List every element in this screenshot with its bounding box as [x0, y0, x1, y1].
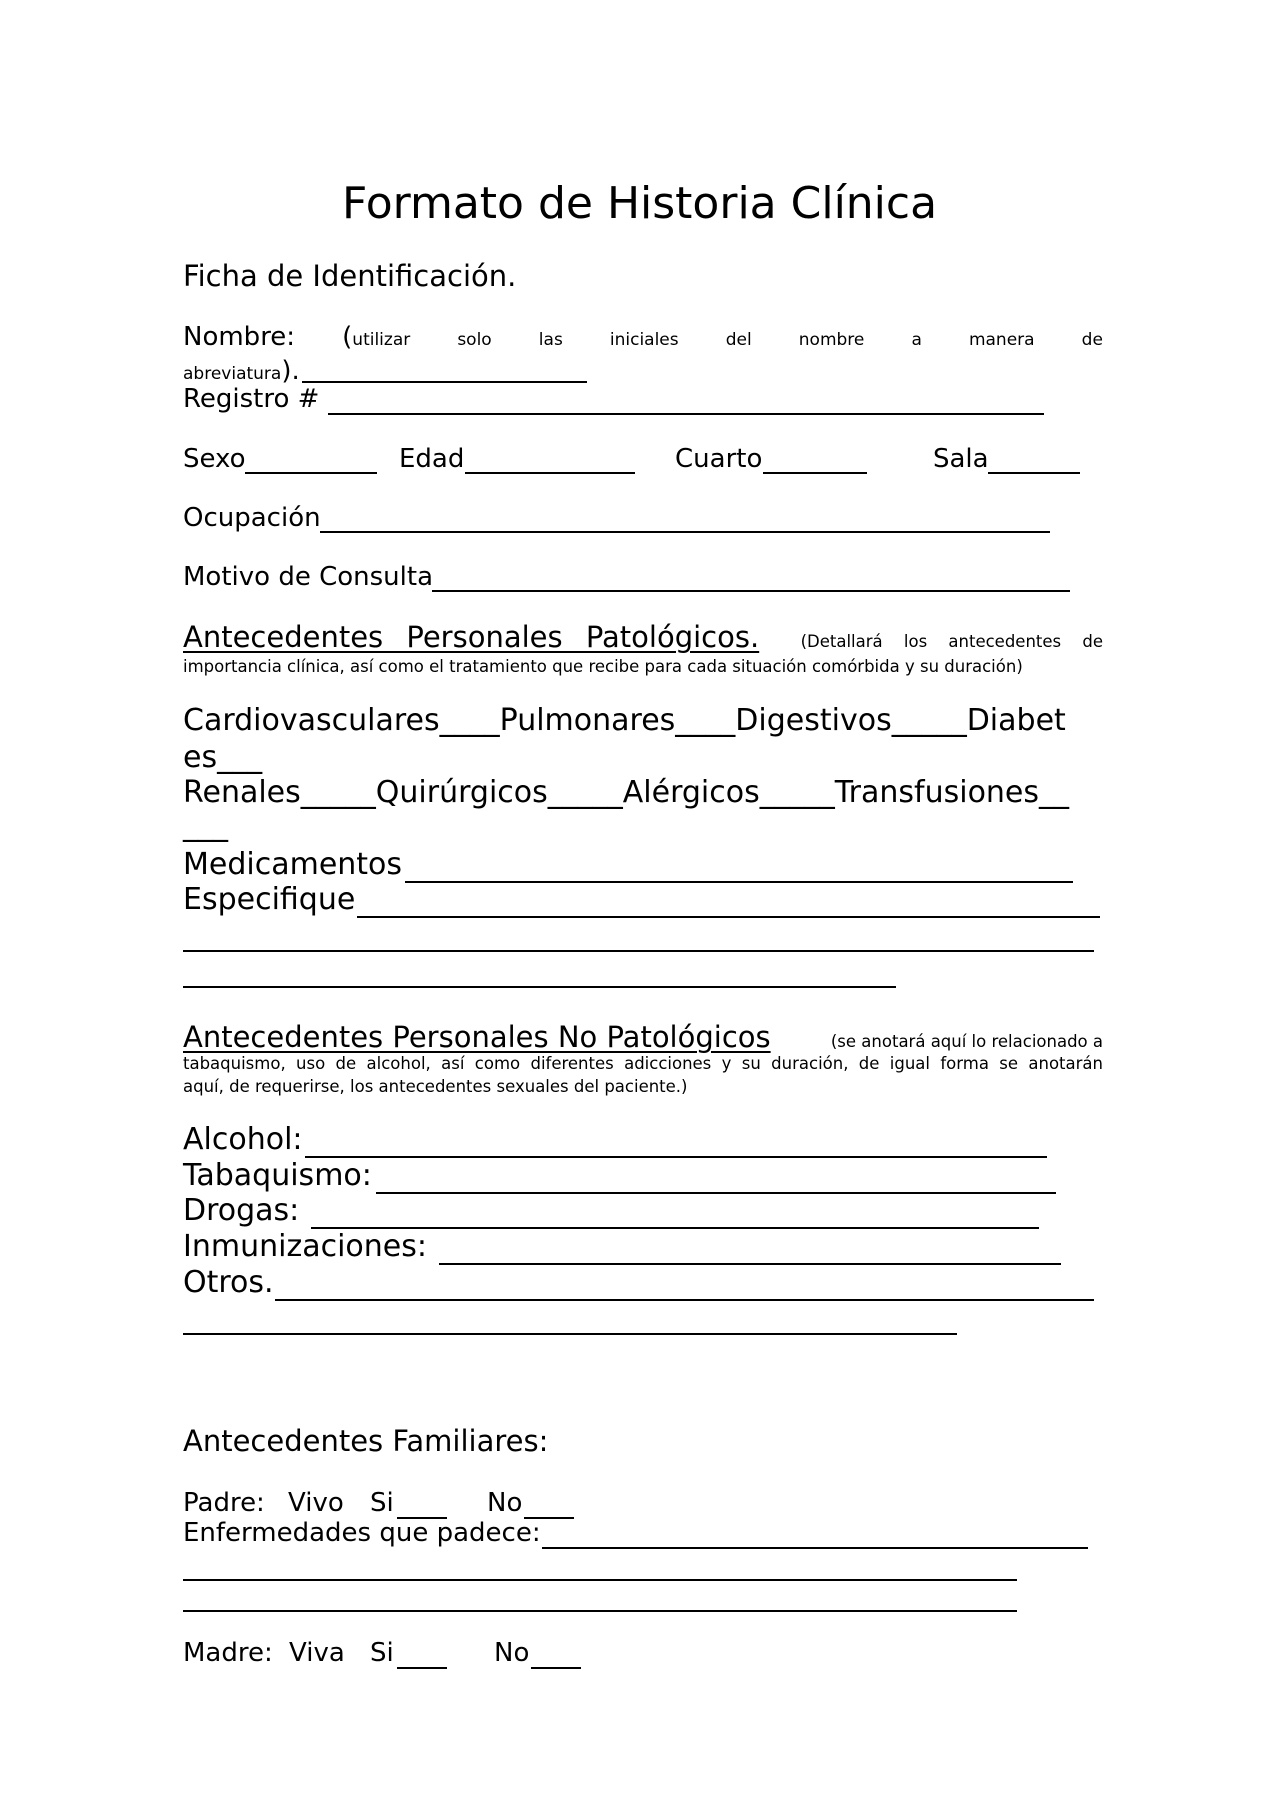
nombre-note-word: las	[538, 330, 563, 350]
transfusiones-blank[interactable]: __	[1039, 775, 1070, 810]
diabetes-label-wrap: es	[183, 740, 218, 775]
enfermedades-extra-line-2[interactable]	[183, 1610, 1017, 1612]
nombre-note-word: de	[1081, 330, 1103, 350]
otros-field-line[interactable]	[275, 1299, 1094, 1301]
alcohol-field-line[interactable]	[305, 1156, 1047, 1158]
motivo-field-line[interactable]	[432, 590, 1070, 592]
nombre-note-word: a	[911, 330, 922, 350]
alcohol-label: Alcohol:	[183, 1122, 303, 1157]
app-note-line1: (Detallará los antecedentes de	[800, 632, 1103, 651]
section-heading-app: Antecedentes Personales Patológicos.	[183, 620, 760, 654]
otros-extra-line[interactable]	[183, 1333, 957, 1335]
renales-label: Renales	[183, 775, 301, 810]
nombre-note-end: abreviatura).	[183, 356, 300, 386]
diabetes-blank[interactable]: ___	[217, 740, 263, 775]
medicamentos-label: Medicamentos	[183, 847, 403, 882]
madre-viva-label: Viva	[289, 1638, 345, 1668]
nombre-note-start: (utilizar	[342, 322, 411, 352]
quirurgicos-blank[interactable]: _____	[547, 775, 623, 810]
madre-label: Madre:	[183, 1638, 273, 1668]
nombre-note-word: manera	[968, 330, 1035, 350]
edad-field-line[interactable]	[465, 472, 635, 474]
sexo-field-line[interactable]	[245, 472, 377, 474]
registro-field-line[interactable]	[328, 413, 1044, 415]
registro-label: Registro #	[183, 384, 320, 414]
madre-si-blank[interactable]	[397, 1667, 447, 1669]
app-note-line2: importancia clínica, así como el tratamiento que recibe para cada situación comórbida y su duración)	[183, 657, 1023, 676]
cuarto-field-line[interactable]	[763, 472, 867, 474]
inmunizaciones-field-line[interactable]	[439, 1263, 1061, 1265]
madre-si-label: Si	[370, 1638, 394, 1668]
transfusiones-blank-wrap[interactable]: ___	[183, 808, 228, 843]
digestivos-blank[interactable]: _____	[891, 703, 967, 738]
nombre-note-word: del	[725, 330, 752, 350]
app-row-1-wrap	[183, 740, 262, 775]
apnp-note-line2: tabaquismo, uso de alcohol, así como diferentes adicciones y su duración, de igual forma se anotarán	[183, 1054, 1103, 1073]
section-heading-apnp: Antecedentes Personales No Patológicos	[183, 1020, 771, 1054]
enfermedades-extra-line-1[interactable]	[183, 1579, 1017, 1581]
tabaquismo-label: Tabaquismo:	[183, 1158, 372, 1193]
medicamentos-field-line[interactable]	[405, 881, 1073, 883]
document-title: Formato de Historia Clínica	[342, 178, 938, 229]
ocupacion-label: Ocupación	[183, 503, 321, 533]
sala-field-line[interactable]	[988, 472, 1080, 474]
alergicos-label: Alérgicos	[622, 775, 760, 810]
sala-label: Sala	[933, 444, 989, 474]
enfermedades-label: Enfermedades que padece:	[183, 1518, 541, 1548]
pulmonares-label: Pulmonares	[499, 703, 676, 738]
nombre-field-line[interactable]	[302, 381, 587, 383]
especifique-extra-line-2[interactable]	[183, 986, 896, 988]
alergicos-blank[interactable]: _____	[759, 775, 835, 810]
especifique-field-line[interactable]	[357, 916, 1100, 918]
cuarto-label: Cuarto	[675, 444, 763, 474]
padre-si-label: Si	[370, 1488, 394, 1518]
renales-blank[interactable]: _____	[300, 775, 376, 810]
drogas-label: Drogas:	[183, 1193, 300, 1228]
app-heading-row	[183, 620, 1103, 654]
transfusiones-label: Transfusiones	[834, 775, 1040, 810]
nombre-label: Nombre:	[183, 322, 296, 352]
enfermedades-field-line[interactable]	[542, 1547, 1088, 1549]
apnp-heading-row	[183, 1020, 1103, 1054]
padre-vivo-label: Vivo	[288, 1488, 344, 1518]
nombre-note-word: nombre	[798, 330, 865, 350]
inmunizaciones-label: Inmunizaciones:	[183, 1229, 427, 1264]
otros-label: Otros.	[183, 1265, 274, 1300]
pulmonares-blank[interactable]: ____	[675, 703, 736, 738]
cardiovasculares-blank[interactable]: ____	[439, 703, 500, 738]
madre-no-label: No	[494, 1638, 530, 1668]
cardiovasculares-label: Cardiovasculares	[183, 703, 440, 738]
digestivos-label: Digestivos	[735, 703, 892, 738]
motivo-label: Motivo de Consulta	[183, 562, 433, 592]
apnp-note-line3: aquí, de requerirse, los antecedentes sexuales del paciente.)	[183, 1077, 688, 1096]
section-heading-identificacion: Ficha de Identificación.	[183, 259, 517, 293]
especifique-label: Especifique	[183, 882, 356, 917]
section-heading-familiares: Antecedentes Familiares:	[183, 1424, 549, 1458]
nombre-note-word: solo	[457, 330, 492, 350]
quirurgicos-label: Quirúrgicos	[375, 775, 548, 810]
apnp-note-line1: (se anotará aquí lo relacionado a	[830, 1032, 1103, 1051]
sexo-label: Sexo	[183, 444, 246, 474]
ocupacion-field-line[interactable]	[320, 531, 1050, 533]
app-row-2	[183, 775, 1069, 810]
padre-no-label: No	[487, 1488, 523, 1518]
nombre-row	[183, 322, 1103, 352]
especifique-extra-line-1[interactable]	[183, 950, 1094, 952]
nombre-note-word: iniciales	[609, 330, 679, 350]
edad-label: Edad	[399, 444, 465, 474]
tabaquismo-field-line[interactable]	[376, 1192, 1056, 1194]
app-row-1	[183, 703, 1066, 738]
padre-label: Padre:	[183, 1488, 265, 1518]
madre-no-blank[interactable]	[531, 1667, 581, 1669]
diabetes-label: Diabet	[966, 703, 1066, 738]
